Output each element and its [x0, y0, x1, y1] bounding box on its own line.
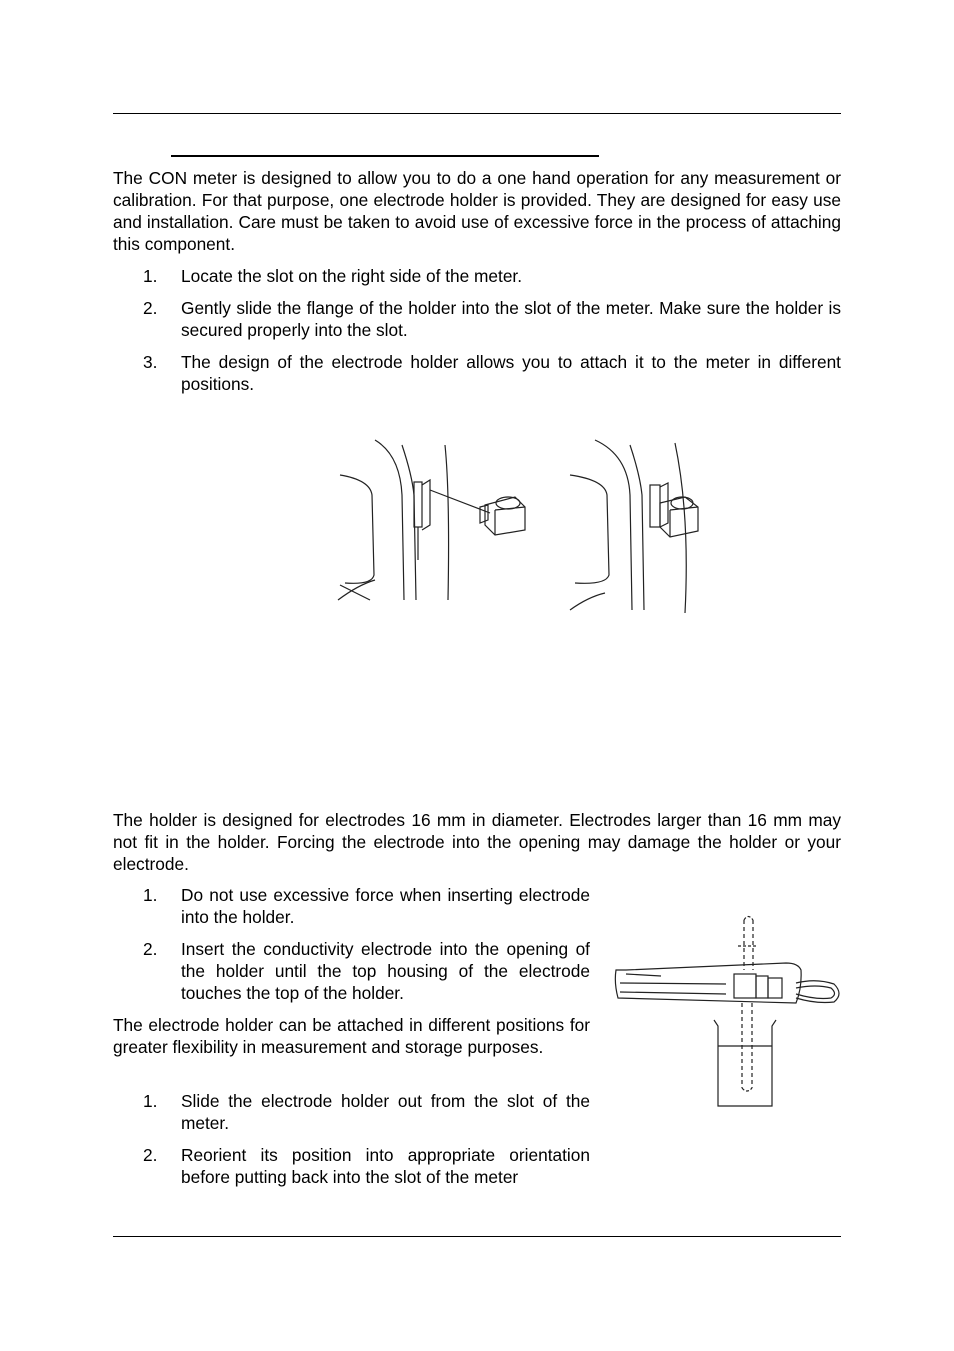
intro-step-3: [113, 351, 841, 395]
intro-step-1: [113, 265, 841, 287]
step-text: Do not use excessive force when inserting electrode into the holder.: [181, 885, 590, 927]
step-text: Slide the electrode holder out from the slot of the meter.: [181, 1091, 590, 1133]
reorient-step-1: [113, 1090, 590, 1134]
holder-attachment-illustration: [330, 435, 710, 620]
section-heading-underline: [171, 155, 599, 157]
step-number: 2.: [143, 1145, 158, 1165]
holder-step-2: [113, 938, 590, 1004]
step-text: Locate the slot on the right side of the meter.: [181, 266, 523, 286]
holder-step-1: [113, 884, 590, 928]
step-text: Reorient its position into appropriate orientation before putting back into the slot of the meter: [181, 1145, 590, 1187]
step-number: 1.: [143, 885, 158, 905]
intro-step-2: [113, 297, 841, 341]
header-rule: [113, 113, 841, 114]
holder-paragraph: The holder is designed for electrodes 16 mm in diameter. Electrodes larger than 16 mm may not fit in the holder. Forcing the electrode into the opening may damage the holder or your electrode.: [113, 810, 841, 874]
reorient-step-2: [113, 1144, 590, 1188]
step-number: 1.: [143, 266, 158, 286]
step-number: 1.: [143, 1091, 158, 1111]
step-number: 2.: [143, 939, 158, 959]
electrode-in-holder-illustration: [606, 908, 846, 1113]
intro-paragraph: The CON meter is designed to allow you to do a one hand operation for any measurement or calibration. For that purpose, one electrode holder is provided. They are designed for easy use and installation. Care must be taken to avoid use of excessive force in the process of attaching this component.: [113, 168, 841, 254]
step-text: The design of the electrode holder allows you to attach it to the meter in different positions.: [181, 352, 841, 394]
step-number: 3.: [143, 352, 158, 372]
step-number: 2.: [143, 298, 158, 318]
step-text: Insert the conductivity electrode into the opening of the holder until the top housing of the electrode touches the top of the holder.: [181, 939, 590, 1003]
footer-rule: [113, 1236, 841, 1237]
holder-paragraph-2: The electrode holder can be attached in different positions for greater flexibility in measurement and storage purposes.: [113, 1015, 590, 1057]
step-text: Gently slide the flange of the holder into the slot of the meter. Make sure the holder is secured properly into the slot.: [181, 298, 841, 340]
